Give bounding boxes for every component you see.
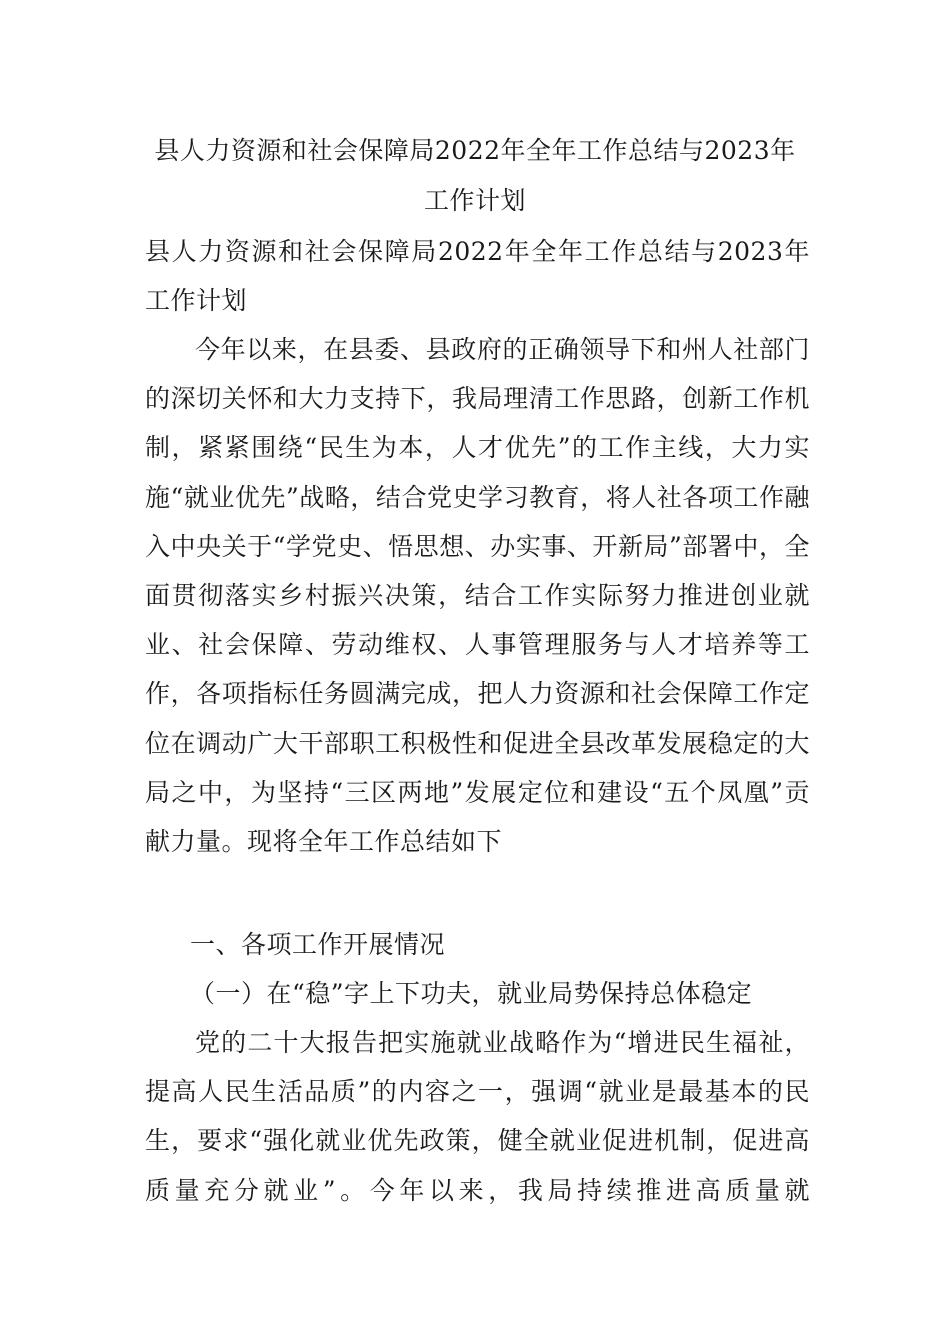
document-title-line1: 县人力资源和社会保障局2022年全年工作总结与2023年: [154, 136, 796, 165]
document-subtitle: 县人力资源和社会保障局2022年全年工作总结与2023年工作计划: [145, 237, 810, 316]
document-title-line2: 工作计划: [423, 186, 526, 215]
employment-paragraph: 党的二十大报告把实施就业战略作为“增进民生福祉，提高人民生活品质”的内容之一，强调“就业是最基本的民生，要求“强化就业优先政策，健全就业促进机制，促进高质量充分就业”。今年以来，我局持续推进高质量就: [145, 1028, 810, 1205]
section-heading: 一、各项工作开展情况: [190, 930, 446, 959]
subsection-heading: （一）在“稳”字上下功夫，就业局势保持总体稳定: [190, 979, 753, 1008]
intro-paragraph: 今年以来，在县委、县政府的正确领导下和州人社部门的深切关怀和大力支持下，我局理清工作思路，创新工作机制，紧紧围绕“民生为本，人才优先”的工作主线，大力实施“就业优先”战略，结合党史学习教育，将人社各项工作融入中央关于“学党史、悟思想、办实事、开新局”部署中，全面贯彻落实乡村振兴决策，结合工作实际努力推进创业就业、社会保障、劳动维权、人事管理服务与人才培养等工作，各项指标任务圆满完成，把人力资源和社会保障工作定位在调动广大干部职工积极性和促进全县改革发展稳定的大局之中，为坚持“三区两地”发展定位和建设“五个凤凰”贡献力量。现将全年工作总结如下: [145, 335, 810, 857]
